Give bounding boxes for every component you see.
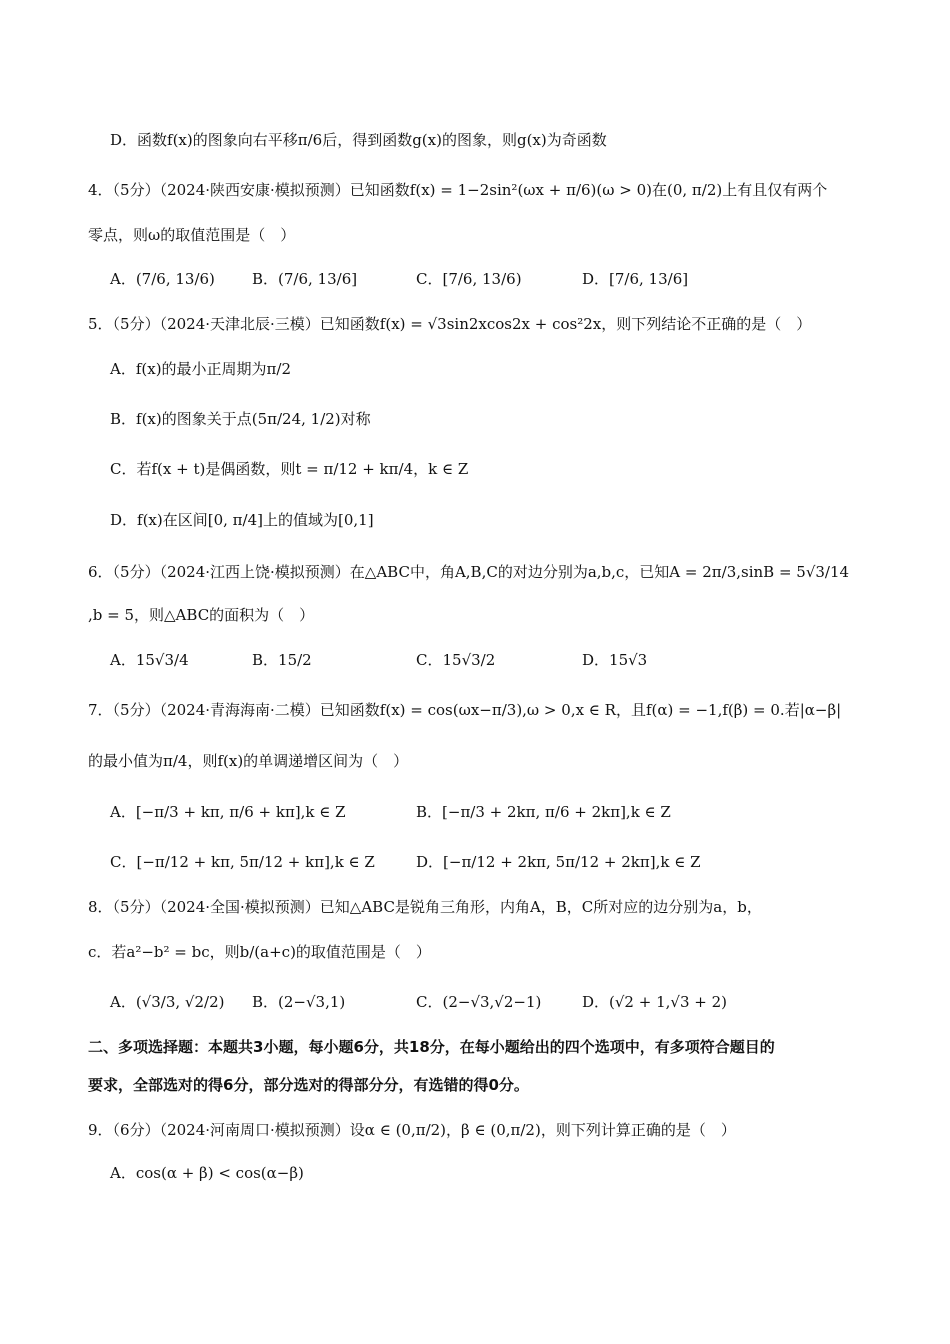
question-4-stem: 4．（5分）（2024·陕西安康·模拟预测）已知函数f(x) = 1−2sin²(ωx + π/6)(ω > 0)在(0, π/2)上有且仅有两个 bbox=[88, 181, 828, 199]
question-5-option-a: A．f(x)的最小正周期为π/2 bbox=[110, 360, 292, 378]
question-8-option-a: A．(√3/3, √2/2) bbox=[110, 993, 225, 1011]
question-9-stem: 9．（6分）（2024·河南周口·模拟预测）设α ∈ (0,π/2)，β ∈ (0,π/2)，则下列计算正确的是（ ） bbox=[88, 1121, 736, 1139]
question-6-stem: 6．（5分）（2024·江西上饶·模拟预测）在△ABC中，角A,B,C的对边分别为a,b,c，已知A = 2π/3,sinB = 5√3/14 bbox=[88, 563, 850, 581]
question-4-stem-cont: 零点，则ω的取值范围是（ ） bbox=[88, 226, 296, 244]
question-7-option-d: D．[−π/12 + 2kπ, 5π/12 + 2kπ],k ∈ Z bbox=[416, 853, 701, 871]
question-4-option-b: B．(7/6, 13/6] bbox=[252, 270, 358, 288]
question-6-option-d: D．15√3 bbox=[582, 651, 648, 669]
question-5-option-d: D．f(x)在区间[0, π/4]上的值域为[0,1] bbox=[110, 511, 374, 529]
section-2-heading-cont: 要求，全部选对的得6分，部分选对的得部分分，有选错的得0分。 bbox=[88, 1076, 529, 1094]
question-7-stem: 7．（5分）（2024·青海海南·二模）已知函数f(x) = cos(ωx−π/3),ω > 0,x ∈ R，且f(α) = −1,f(β) = 0.若|α−β| bbox=[88, 701, 842, 719]
question-7-stem-cont: 的最小值为π/4，则f(x)的单调递增区间为（ ） bbox=[88, 752, 409, 770]
question-7-option-b: B．[−π/3 + 2kπ, π/6 + 2kπ],k ∈ Z bbox=[416, 803, 671, 821]
question-6-stem-cont: ,b = 5，则△ABC的面积为（ ） bbox=[88, 606, 315, 624]
question-7-option-a: A．[−π/3 + kπ, π/6 + kπ],k ∈ Z bbox=[110, 803, 346, 821]
question-3-option-d: D．函数f(x)的图象向右平移π/6后，得到函数g(x)的图象，则g(x)为奇函数 bbox=[110, 131, 607, 149]
question-8-option-c: C．(2−√3,√2−1) bbox=[416, 993, 542, 1011]
section-2-heading: 二、多项选择题：本题共3小题，每小题6分，共18分，在每小题给出的四个选项中，有多项符合题目的 bbox=[88, 1038, 775, 1056]
question-5-option-c: C．若f(x + t)是偶函数，则t = π/12 + kπ/4，k ∈ Z bbox=[110, 460, 469, 478]
question-7-option-c: C．[−π/12 + kπ, 5π/12 + kπ],k ∈ Z bbox=[110, 853, 375, 871]
question-4-option-d: D．[7/6, 13/6] bbox=[582, 270, 689, 288]
question-8-stem: 8．（5分）（2024·全国·模拟预测）已知△ABC是锐角三角形，内角A，B，C所对应的边分别为a，b， bbox=[88, 898, 762, 916]
question-5-option-b: B．f(x)的图象关于点(5π/24, 1/2)对称 bbox=[110, 410, 371, 428]
question-4-option-c: C．[7/6, 13/6) bbox=[416, 270, 522, 288]
question-5-stem: 5．（5分）（2024·天津北辰·三模）已知函数f(x) = √3sin2xcos2x + cos²2x，则下列结论不正确的是（ ） bbox=[88, 315, 812, 333]
question-8-option-b: B．(2−√3,1) bbox=[252, 993, 346, 1011]
question-8-stem-cont: c．若a²−b² = bc，则b/(a+c)的取值范围是（ ） bbox=[88, 943, 431, 961]
question-4-option-a: A．(7/6, 13/6) bbox=[110, 270, 215, 288]
question-6-option-b: B．15/2 bbox=[252, 651, 312, 669]
question-8-option-d: D．(√2 + 1,√3 + 2) bbox=[582, 993, 727, 1011]
question-9-option-a: A．cos(α + β) < cos(α−β) bbox=[110, 1164, 304, 1182]
question-6-option-c: C．15√3/2 bbox=[416, 651, 496, 669]
question-6-option-a: A．15√3/4 bbox=[110, 651, 189, 669]
